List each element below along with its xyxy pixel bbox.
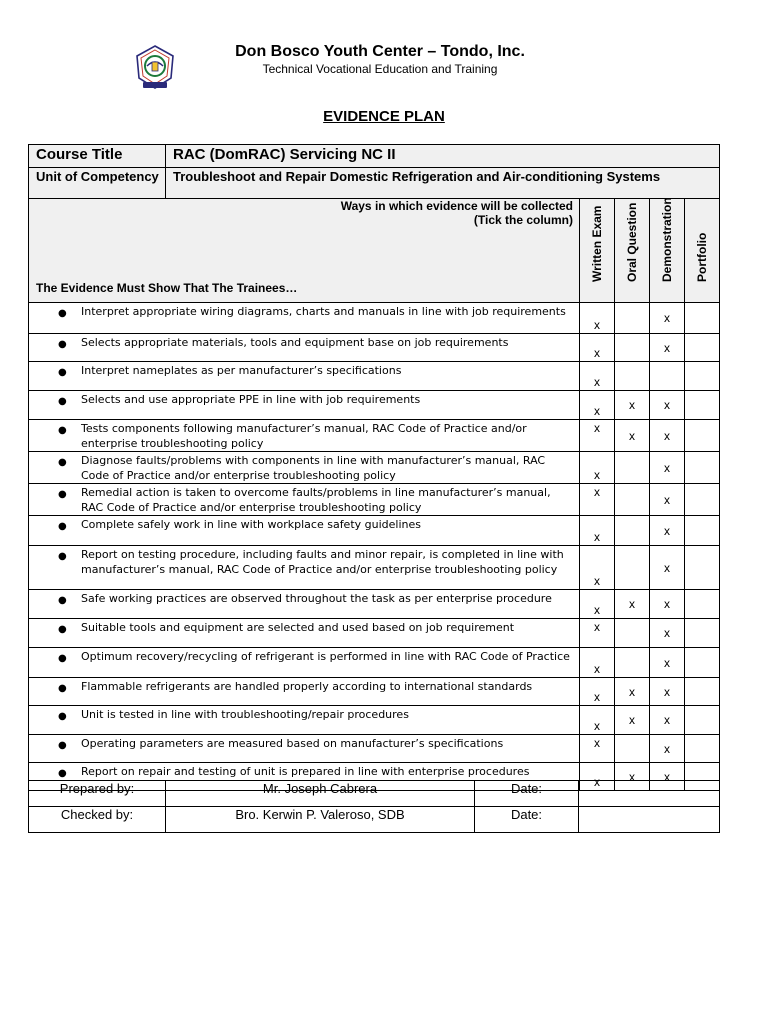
criterion-cell	[29, 735, 580, 763]
mark-cell-oral-question	[615, 303, 650, 334]
criterion-row	[29, 516, 720, 546]
mark-cell-portfolio	[685, 546, 720, 590]
mark-cell-demonstration	[650, 648, 685, 678]
tick-mark: x	[594, 421, 600, 435]
criterion-row	[29, 303, 720, 334]
tick-mark: x	[629, 428, 635, 443]
course-title-row	[29, 145, 720, 168]
bullet-icon: ●	[58, 595, 67, 606]
mark-cell-demonstration	[650, 735, 685, 763]
mark-cell-portfolio	[685, 334, 720, 362]
criterion-cell	[29, 648, 580, 678]
mark-cell-written-exam	[580, 619, 615, 648]
criterion-text: Interpret appropriate wiring diagrams, charts and manuals in line with job requirements	[81, 305, 566, 318]
checked-by-label: Checked by:	[29, 807, 166, 833]
tick-mark: x	[664, 460, 670, 475]
tick-mark: x	[629, 713, 635, 727]
bullet-icon: ●	[58, 653, 67, 664]
criterion-row	[29, 678, 720, 706]
mark-cell-written-exam	[580, 516, 615, 546]
mark-cell-written-exam	[580, 546, 615, 590]
prepared-by-name: Mr. Joseph Cabrera	[166, 781, 475, 807]
bullet-icon: ●	[58, 489, 67, 500]
unit-label: Unit of Competency	[29, 168, 166, 199]
mark-cell-oral-question	[615, 648, 650, 678]
course-title-label: Course Title	[29, 145, 166, 168]
mark-cell-demonstration	[650, 590, 685, 619]
organization-name: Don Bosco Youth Center – Tondo, Inc.	[235, 43, 525, 60]
bullet-icon: ●	[58, 768, 67, 779]
criterion-cell	[29, 590, 580, 619]
bullet-icon: ●	[58, 457, 67, 468]
bullet-icon: ●	[58, 396, 67, 407]
tick-mark: x	[664, 597, 670, 611]
criterion-text: Optimum recovery/recycling of refrigerant is performed in line with RAC Code of Practice	[81, 650, 570, 663]
mark-cell-written-exam	[580, 735, 615, 763]
mark-cell-demonstration	[650, 303, 685, 334]
mark-cell-portfolio	[685, 362, 720, 391]
mark-cell-portfolio	[685, 420, 720, 452]
criterion-row	[29, 735, 720, 763]
criterion-text: Diagnose faults/problems with components in line with manufacturer’s manual, RAC Code of Practice and/or enterprise troubleshooting policy	[81, 454, 546, 482]
checked-date-label: Date:	[475, 807, 579, 833]
criterion-cell	[29, 420, 580, 452]
mark-cell-written-exam	[580, 362, 615, 391]
criterion-row	[29, 362, 720, 391]
criterion-text: Operating parameters are measured based on manufacturer’s specifications	[81, 737, 504, 750]
mark-cell-portfolio	[685, 735, 720, 763]
tick-mark: x	[664, 769, 670, 784]
mark-cell-portfolio	[685, 391, 720, 420]
tick-mark: x	[664, 684, 670, 699]
criterion-cell	[29, 678, 580, 706]
tick-mark: x	[664, 340, 670, 355]
bullet-icon: ●	[58, 551, 67, 562]
column-header-demonstration: Demonstration	[650, 199, 685, 303]
prepared-by-label: Prepared by:	[29, 781, 166, 807]
criterion-cell	[29, 546, 580, 590]
criterion-cell	[29, 334, 580, 362]
tick-mark: x	[594, 736, 600, 750]
mark-cell-portfolio	[685, 452, 720, 484]
mark-cell-demonstration	[650, 362, 685, 391]
mark-cell-oral-question	[615, 590, 650, 619]
bullet-icon: ●	[58, 624, 67, 635]
organization-subtitle: Technical Vocational Education and Training	[262, 62, 498, 76]
document-title: EVIDENCE PLAN	[323, 108, 445, 125]
evidence-plan-table	[28, 144, 720, 791]
mark-cell-portfolio	[685, 590, 720, 619]
tick-mark: x	[664, 741, 670, 756]
bullet-icon: ●	[58, 339, 67, 350]
tick-mark: x	[594, 318, 600, 332]
column-header-portfolio: Portfolio	[685, 199, 720, 303]
must-show-heading: The Evidence Must Show That The Trainees…	[36, 281, 298, 295]
mark-cell-demonstration	[650, 452, 685, 484]
criterion-row	[29, 391, 720, 420]
tick-mark: x	[594, 574, 600, 588]
tick-mark: x	[629, 684, 635, 699]
tick-mark: x	[664, 523, 670, 538]
prepared-date-label: Date:	[475, 781, 579, 807]
checked-by-name: Bro. Kerwin P. Valeroso, SDB	[166, 807, 475, 833]
mark-cell-demonstration	[650, 619, 685, 648]
mark-cell-portfolio	[685, 516, 720, 546]
mark-cell-demonstration	[650, 678, 685, 706]
tick-mark: x	[664, 398, 670, 412]
tick-mark: x	[664, 311, 670, 325]
mark-cell-oral-question	[615, 735, 650, 763]
column-header-oral-question: Oral Question	[615, 199, 650, 303]
organization-logo	[133, 44, 177, 92]
criterion-row	[29, 648, 720, 678]
tick-mark: x	[664, 713, 670, 727]
criterion-cell	[29, 362, 580, 391]
criterion-row	[29, 706, 720, 735]
mark-cell-oral-question	[615, 420, 650, 452]
criterion-text: Report on repair and testing of unit is prepared in line with enterprise procedures	[81, 765, 530, 778]
mark-cell-portfolio	[685, 484, 720, 516]
mark-cell-demonstration	[650, 391, 685, 420]
mark-cell-oral-question	[615, 516, 650, 546]
mark-cell-oral-question	[615, 546, 650, 590]
tick-mark: x	[594, 485, 600, 499]
mark-cell-written-exam	[580, 420, 615, 452]
unit-value: Troubleshoot and Repair Domestic Refrigeration and Air-conditioning Systems	[166, 168, 720, 199]
tick-mark: x	[594, 346, 600, 360]
criterion-text: Tests components following manufacturer’s manual, RAC Code of Practice and/or enterprise troubleshooting policy	[81, 422, 527, 450]
mark-cell-written-exam	[580, 678, 615, 706]
mark-cell-written-exam	[580, 484, 615, 516]
criterion-text: Suitable tools and equipment are selected and used based on job requirement	[81, 621, 515, 634]
mark-cell-written-exam	[580, 303, 615, 334]
column-header-written-exam: Written Exam	[580, 199, 615, 303]
bullet-icon: ●	[58, 425, 67, 436]
mark-cell-demonstration	[650, 706, 685, 735]
mark-cell-oral-question	[615, 452, 650, 484]
mark-cell-written-exam	[580, 706, 615, 735]
mark-cell-oral-question	[615, 619, 650, 648]
prepared-date-value	[579, 781, 720, 807]
ways-collected-note	[341, 199, 573, 227]
checked-date-value	[579, 807, 720, 833]
mark-cell-portfolio	[685, 706, 720, 735]
mark-cell-oral-question	[615, 484, 650, 516]
criterion-text: Report on testing procedure, including faults and minor repair, is completed in line with manufacturer’s manual, RAC Code of Practice and/or enterprise troubleshooting policy	[81, 548, 564, 576]
tick-mark: x	[594, 719, 600, 733]
tick-mark: x	[664, 560, 670, 575]
mark-cell-oral-question	[615, 678, 650, 706]
criterion-row	[29, 420, 720, 452]
criterion-cell	[29, 516, 580, 546]
bullet-icon: ●	[58, 367, 67, 378]
criterion-text: Safe working practices are observed throughout the task as per enterprise procedure	[81, 592, 552, 605]
criterion-row	[29, 484, 720, 516]
mark-cell-written-exam	[580, 452, 615, 484]
evidence-header-cell	[29, 199, 580, 303]
tick-mark: x	[594, 468, 600, 482]
tick-mark: x	[594, 375, 600, 389]
mark-cell-oral-question	[615, 391, 650, 420]
criterion-text: Interpret nameplates as per manufacturer’s specifications	[81, 364, 402, 377]
criterion-cell	[29, 303, 580, 334]
mark-cell-written-exam	[580, 391, 615, 420]
criterion-cell	[29, 484, 580, 516]
mark-cell-oral-question	[615, 706, 650, 735]
mark-cell-portfolio	[685, 678, 720, 706]
mark-cell-portfolio	[685, 648, 720, 678]
tick-mark: x	[594, 530, 600, 544]
mark-cell-demonstration	[650, 334, 685, 362]
unit-row	[29, 168, 720, 199]
mark-cell-demonstration	[650, 546, 685, 590]
tick-mark: x	[629, 597, 635, 611]
tick-mark: x	[629, 769, 635, 784]
prepared-by-row	[29, 781, 720, 807]
ways-line-1: Ways in which evidence will be collected	[340, 199, 573, 213]
mark-cell-portfolio	[685, 619, 720, 648]
bullet-icon: ●	[58, 711, 67, 722]
criterion-text: Flammable refrigerants are handled properly according to international standards	[81, 680, 533, 693]
tick-mark: x	[629, 398, 635, 412]
criterion-row	[29, 334, 720, 362]
criterion-text: Remedial action is taken to overcome faults/problems in line manufacturer’s manual, RAC Code of Practice and/or enterprise troubleshooting policy	[81, 486, 551, 514]
tick-mark: x	[594, 775, 600, 789]
mark-cell-portfolio	[685, 303, 720, 334]
criterion-cell	[29, 452, 580, 484]
criterion-text: Complete safely work in line with workplace safety guidelines	[81, 518, 421, 531]
bullet-icon: ●	[58, 308, 67, 319]
mark-cell-written-exam	[580, 648, 615, 678]
mark-cell-demonstration	[650, 420, 685, 452]
tick-mark: x	[594, 404, 600, 418]
tick-mark: x	[594, 662, 600, 676]
checked-by-row	[29, 807, 720, 833]
criterion-text: Selects and use appropriate PPE in line with job requirements	[81, 393, 421, 406]
tick-mark: x	[594, 620, 600, 634]
mark-cell-demonstration	[650, 516, 685, 546]
mark-cell-oral-question	[615, 362, 650, 391]
signature-table	[28, 780, 720, 833]
criterion-cell	[29, 706, 580, 735]
mark-cell-written-exam	[580, 590, 615, 619]
mark-cell-demonstration	[650, 484, 685, 516]
tick-mark: x	[664, 626, 670, 640]
criterion-row	[29, 590, 720, 619]
evidence-header-row	[29, 199, 720, 303]
mark-cell-oral-question	[615, 334, 650, 362]
tick-mark: x	[594, 603, 600, 617]
criterion-cell	[29, 619, 580, 648]
criterion-text: Unit is tested in line with troubleshooting/repair procedures	[81, 708, 409, 721]
tick-mark: x	[664, 655, 670, 670]
tick-mark: x	[664, 428, 670, 443]
tick-mark: x	[594, 690, 600, 704]
criterion-row	[29, 452, 720, 484]
mark-cell-written-exam	[580, 334, 615, 362]
criterion-text: Selects appropriate materials, tools and equipment base on job requirements	[81, 336, 509, 349]
criterion-cell	[29, 391, 580, 420]
criterion-row	[29, 546, 720, 590]
bullet-icon: ●	[58, 740, 67, 751]
criterion-row	[29, 619, 720, 648]
tick-mark: x	[664, 492, 670, 507]
course-title-value: RAC (DomRAC) Servicing NC II	[166, 145, 720, 168]
ways-line-2: (Tick the column)	[473, 213, 573, 227]
bullet-icon: ●	[58, 521, 67, 532]
bullet-icon: ●	[58, 683, 67, 694]
